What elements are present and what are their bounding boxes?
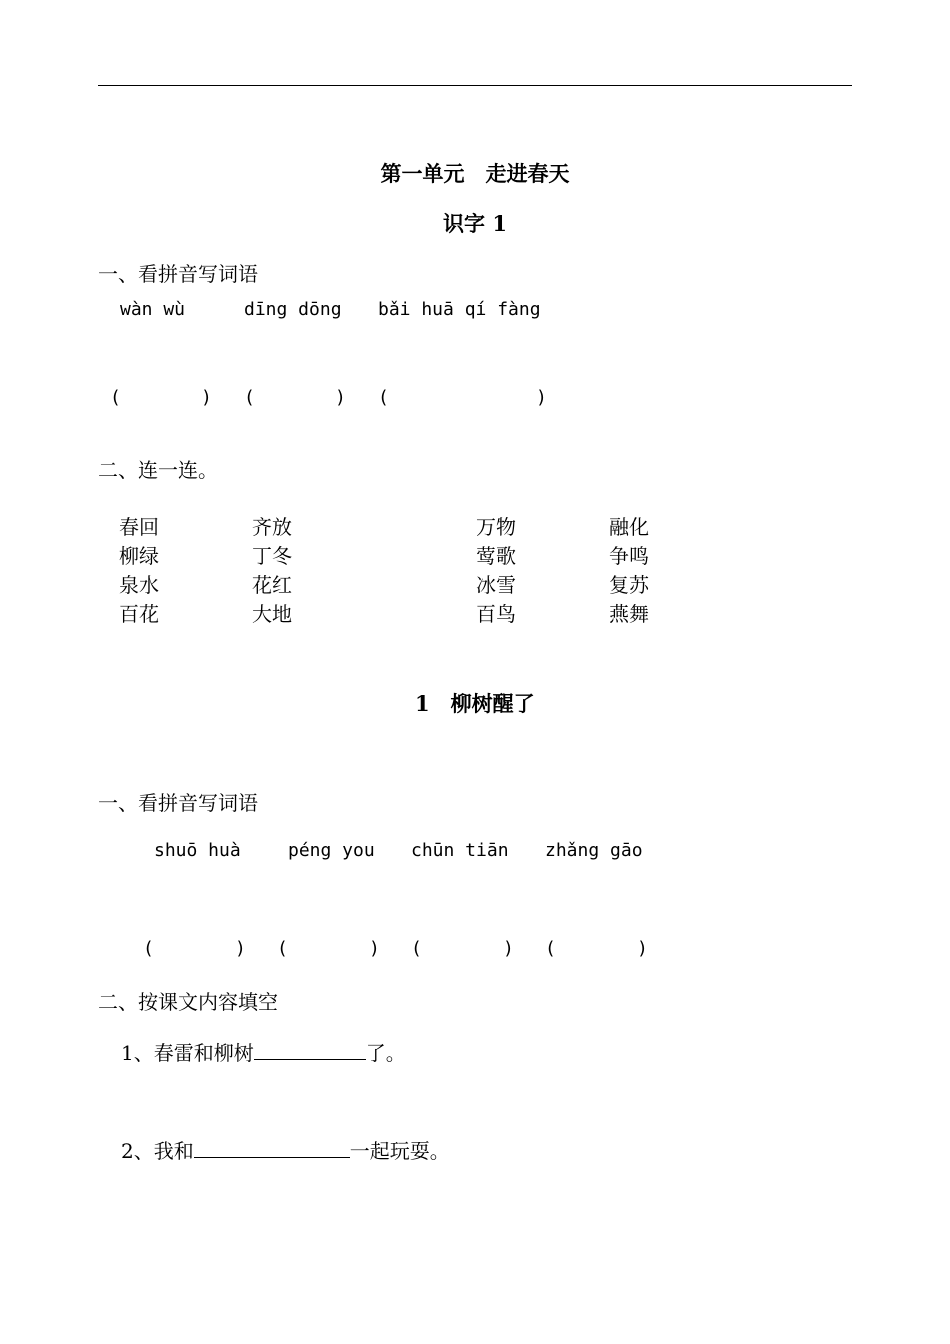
match-right-col2-4: 燕舞 (609, 602, 649, 626)
s2-answer-paren-1: ( (143, 938, 154, 959)
s2-answer-paren-4: ( (545, 938, 556, 959)
unit-title: 第一单元 走进春天 (380, 161, 570, 186)
fill-item-1 (121, 1037, 406, 1066)
s1-question-pinyin: 一、看拼音写词语 (98, 262, 258, 286)
match-right-col1-3: 冰雪 (476, 573, 516, 597)
match-left-col1-4: 百花 (119, 602, 159, 626)
match-left-col2-2: 丁冬 (252, 544, 292, 568)
s1-pinyin-1: wàn wù (120, 299, 186, 320)
s1-pinyin-2: dīng dōng (244, 299, 342, 320)
s2-answer-paren-4-close: ) (637, 938, 648, 959)
match-right-col2-3: 复苏 (609, 573, 649, 597)
s2-answer-paren-1-close: ) (235, 938, 246, 959)
s2-question-pinyin: 一、看拼音写词语 (98, 791, 258, 815)
s1-answer-paren-1: ( (110, 387, 121, 408)
match-right-col2-1: 融化 (609, 515, 649, 539)
s2-question-fill: 二、按课文内容填空 (98, 990, 278, 1014)
s1-answer-paren-2: ( (244, 387, 255, 408)
match-left-col1-1: 春回 (119, 515, 159, 539)
match-left-col1-2: 柳绿 (119, 544, 159, 568)
lesson1-title: 识字 1 (443, 211, 507, 236)
s1-answer-paren-3: ( (378, 387, 389, 408)
s1-pinyin-3: bǎi huā qí fàng (378, 299, 541, 320)
match-right-col2-2: 争鸣 (609, 544, 649, 568)
s2-pinyin-4: zhǎng gāo (545, 840, 643, 861)
fill-blank-1[interactable] (254, 1041, 366, 1060)
lesson2-title: 1 柳树醒了 (415, 691, 535, 716)
fill-item-2-post: 一起玩耍。 (349, 1139, 450, 1163)
match-left-col1-3: 泉水 (119, 573, 159, 597)
s1-answer-paren-2-close: ) (335, 387, 346, 408)
s1-answer-paren-1-close: ) (201, 387, 212, 408)
s1-answer-paren-3-close: ) (536, 387, 547, 408)
s2-pinyin-3: chūn tiān (411, 840, 509, 861)
match-right-col1-4: 百鸟 (476, 602, 516, 626)
fill-item-1-pre: 1、春雷和柳树 (121, 1041, 254, 1065)
s2-answer-paren-3: ( (411, 938, 422, 959)
match-left-col2-1: 齐放 (252, 515, 292, 539)
fill-item-2-pre: 2、我和 (121, 1139, 194, 1163)
s2-answer-paren-3-close: ) (503, 938, 514, 959)
s2-pinyin-1: shuō huà (154, 840, 241, 861)
header-rule (98, 85, 852, 86)
fill-item-1-post: 了。 (365, 1041, 406, 1065)
s2-answer-paren-2: ( (277, 938, 288, 959)
fill-item-2 (121, 1135, 450, 1164)
s2-pinyin-2: péng you (288, 840, 375, 861)
fill-blank-2[interactable] (194, 1139, 350, 1158)
match-left-col2-4: 大地 (252, 602, 292, 626)
match-right-col1-2: 莺歌 (476, 544, 516, 568)
s1-question-match: 二、连一连。 (98, 458, 218, 482)
s2-answer-paren-2-close: ) (369, 938, 380, 959)
match-right-col1-1: 万物 (476, 515, 516, 539)
match-left-col2-3: 花红 (252, 573, 292, 597)
